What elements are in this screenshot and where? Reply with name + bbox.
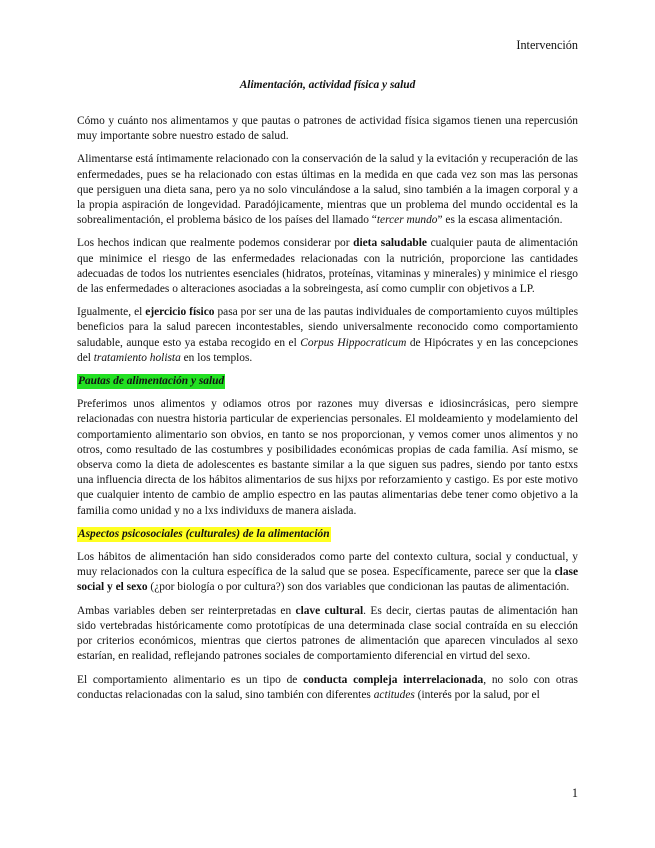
emphasis-corpus: Corpus Hippocraticum bbox=[300, 336, 407, 349]
paragraph-ejercicio: Igualmente, el ejercicio físico pasa por ser una de las pautas individuales de comportamiento cuyos múltiples beneficios para la salud parecen incontestables, siendo universalmente reconocido como comportamiento saludable, aunque esto ya estaba recogido en el Corpus Hippocraticum de Hipócrates y en las concepciones del tratamiento holista en los templos. bbox=[77, 306, 578, 364]
paragraph-preferimos: Preferimos unos alimentos y odiamos otros por razones muy diversas e idiosincrásicas, pero siempre relacionadas con nuestra historia particular de experiencias personales. El moldeamiento y modelamiento del comportamiento alimentario son obvios, en tanto se nos proporcionan, y vemos comer unos alimentos y no otros, como resultado de las costumbres y posibilidades económicas propias de cada familia. Así mismo, se observa como la dieta de adolescentes es bastante similar a la que siguen sus padres, siendo por tanto estxs una influencia directa de los hábitos alimentarios de sus hijxs por reforzamiento y castigo. Es por este motivo que cualquier intento de cambio de amplio espectro en las pautas alimentarias debe tener como objetivo a la familia como unidad y no a lxs individuxs de manera aislada. bbox=[77, 398, 578, 517]
emphasis-tratamiento-holista: tratamiento holista bbox=[93, 351, 181, 364]
document-body bbox=[77, 114, 578, 711]
paragraph-ambas-variables: Ambas variables deben ser reinterpretadas en clave cultural. Es decir, ciertas pautas de alimentación han sido vertebradas históricamente como prototípicas de una determinada clase social contraída en su elección por criterios económicos, mientras que ciertos patrones de alimentación que aparecen vinculados al sexo estarían, en realidad, reflejando patrones sociales de comportamiento diferencial en virtud del sexo. bbox=[77, 604, 578, 663]
emphasis-actitudes: actitudes bbox=[373, 688, 415, 701]
term-dieta-saludable: dieta saludable bbox=[353, 237, 427, 250]
running-header: Intervención bbox=[516, 38, 578, 52]
paragraph-habitos: Los hábitos de alimentación han sido considerados como parte del contexto cultura, social y conductual, y muy relacionados con la cultura específica de la salud que se posea. Específicamente, parece ser que la clase social y el sexo (¿por biología o por cultura?) son dos variables que condicionan las pautas de alimentación. bbox=[77, 551, 578, 594]
term-clase-social-sexo: clase social y el sexo bbox=[77, 566, 578, 594]
term-ejercicio-fisico: ejercicio físico bbox=[145, 306, 215, 319]
term-conducta-compleja: conducta compleja interrelacionada bbox=[303, 673, 484, 686]
section-heading-aspectos: Aspectos psicosociales (culturales) de la alimentación bbox=[77, 527, 331, 542]
paragraph-comportamiento: El comportamiento alimentario es un tipo de conducta compleja interrelacionada, no solo con otras conductas relacionadas con la salud, sino también con diferentes actitudes (interés por la salud, por el bbox=[77, 673, 578, 701]
section-heading-pautas: Pautas de alimentación y salud bbox=[77, 374, 225, 389]
document-title: Alimentación, actividad física y salud bbox=[239, 79, 416, 91]
page-number: 1 bbox=[571, 786, 578, 800]
term-clave-cultural: clave cultural bbox=[295, 604, 364, 617]
paragraph-dieta-saludable: Los hechos indican que realmente podemos considerar por dieta saludable cualquier pauta de alimentación que minimice el riesgo de las enfermedades relacionadas con la nutrición, proporcione las cantidades adecuadas de todos los nutrientes esenciales (hidratos, proteínas, vitaminas y minerales) y minimice el riesgo de las enfermedades o alteraciones asociadas a la sobreingesta, así como cumplir con objetivos a LP. bbox=[77, 237, 578, 296]
emphasis-tercer-mundo: tercer mundo bbox=[376, 214, 438, 227]
paragraph-alimentarse: Alimentarse está íntimamente relacionado con la conservación de la salud y la evitación y recuperación de las enfermedades, pues se ha relacionado con estas últimas en la medida en que cada vez son mas las personas que persiguen una dieta sana, pero ya no solo vinculándose a la salud, sino también a la imagen corporal y a la propia aspiración de longevidad. Paradójicamente, mientras que un problema del mundo occidental es la sobrealimentación, el problema básico de los países del llamado “tercer mundo” es la escasa alimentación. bbox=[77, 153, 578, 227]
paragraph-intro: Cómo y cuánto nos alimentamos y que pautas o patrones de actividad física sigamos tienen una repercusión muy importante sobre nuestro estado de salud. bbox=[77, 115, 578, 143]
